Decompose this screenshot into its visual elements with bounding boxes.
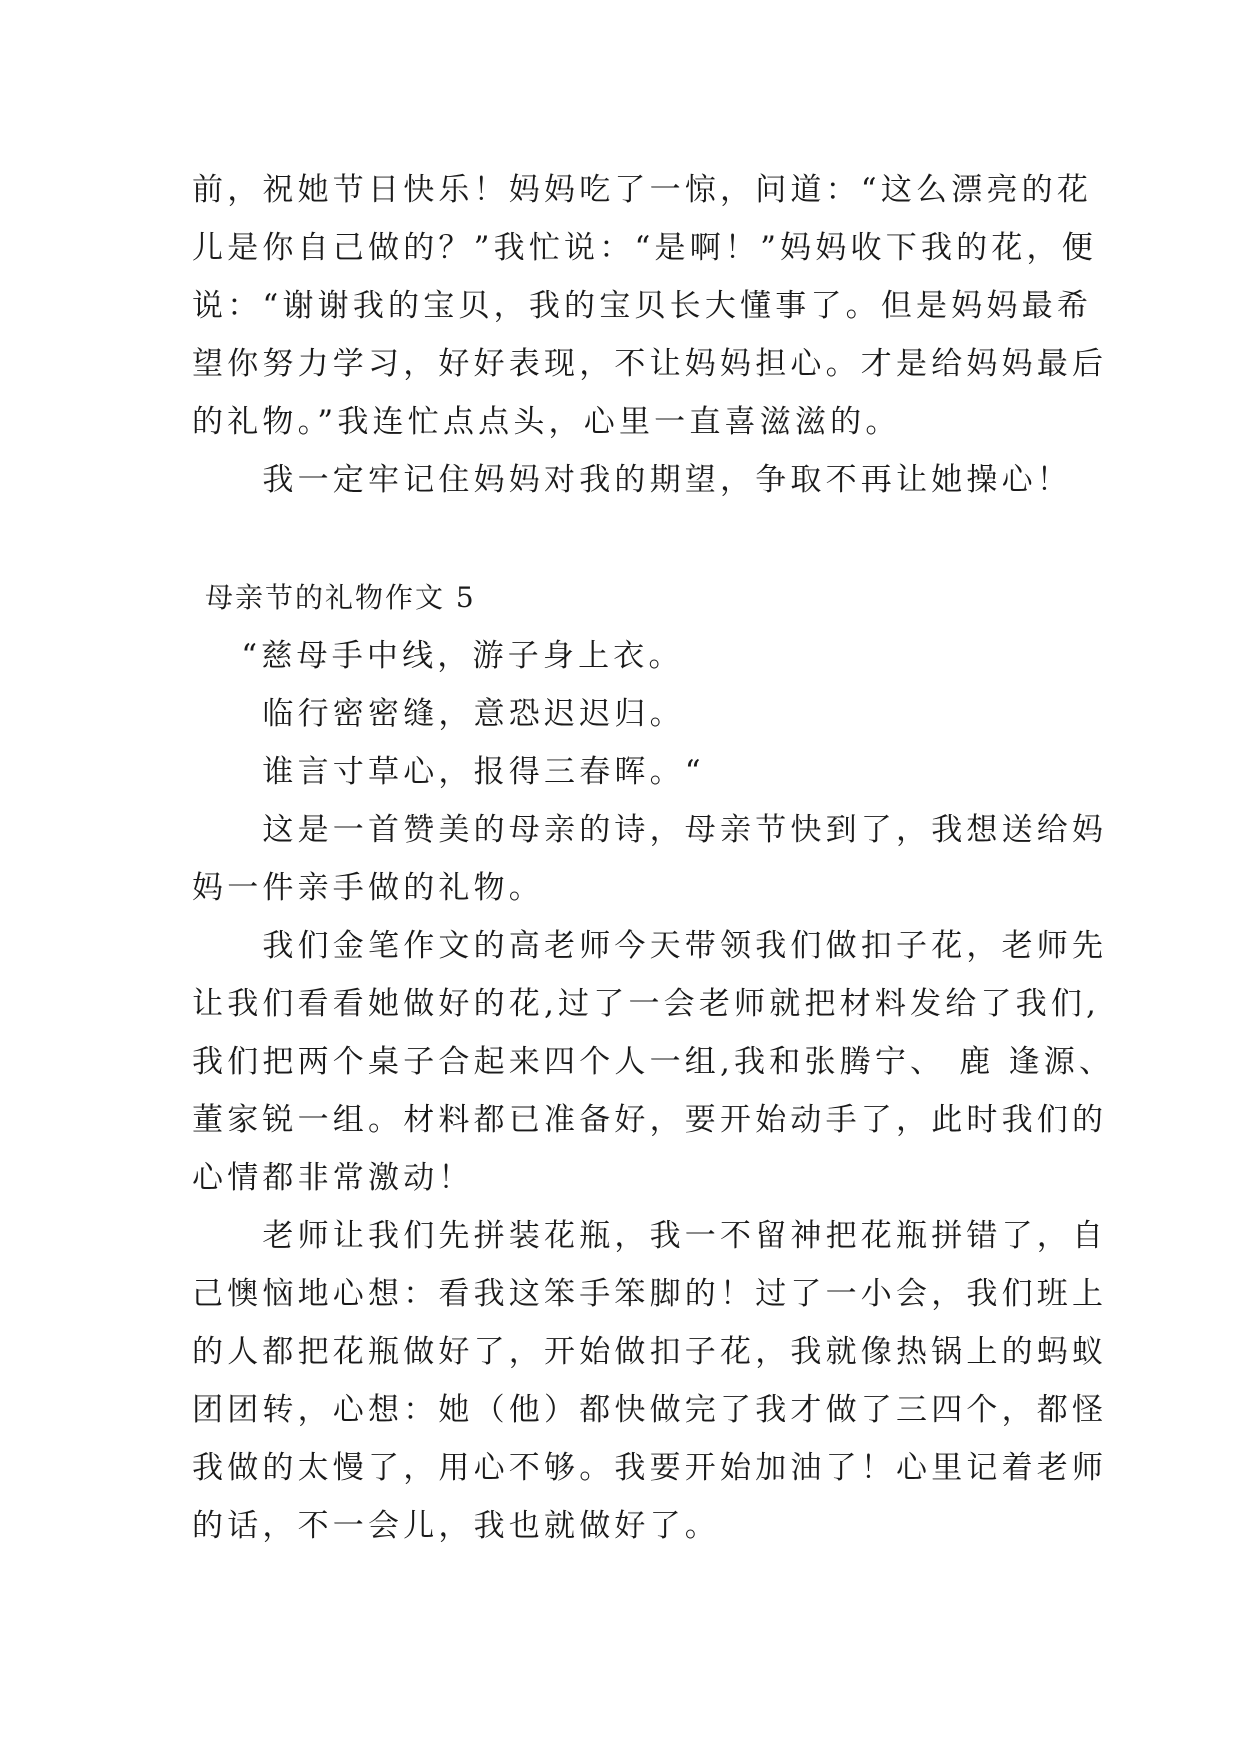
essay-title: 母亲节的礼物作文 5 (205, 581, 476, 614)
paragraph-line: 董家锐一组。材料都已准备好，要开始动手了，此时我们的 (192, 1102, 1108, 1138)
paragraph-line: 己懊恼地心想：看我这笨手笨脚的！过了一小会，我们班上 (192, 1276, 1108, 1312)
poem-line: 谁言寸草心，报得三春晖。“ (192, 754, 705, 790)
paragraph-line: 望你努力学习，好好表现，不让妈妈担心。才是给妈妈最后 (192, 346, 1108, 382)
paragraph-line: 这是一首赞美的母亲的诗，母亲节快到了，我想送给妈 (192, 812, 1108, 848)
paragraph-line: 儿是你自己做的？”我忙说：“是啊！”妈妈收下我的花，便 (192, 230, 1097, 266)
poem-line: 临行密密缝，意恐迟迟归。 (192, 696, 685, 732)
paragraph-line: 让我们看看她做好的花,过了一会老师就把材料发给了我们, (192, 986, 1101, 1022)
paragraph-line: 团团转，心想：她（他）都快做完了我才做了三四个，都怪 (192, 1392, 1108, 1428)
paragraph-line: 我做的太慢了，用心不够。我要开始加油了！心里记着老师 (192, 1450, 1108, 1486)
paragraph-line: 说：“谢谢我的宝贝，我的宝贝长大懂事了。但是妈妈最希 (192, 288, 1093, 324)
paragraph-line: 心情都非常激动！ (192, 1160, 474, 1196)
paragraph-line: 的人都把花瓶做好了，开始做扣子花，我就像热锅上的蚂蚁 (192, 1334, 1108, 1370)
paragraph-line: 妈一件亲手做的礼物。 (192, 870, 544, 906)
paragraph-line: 我们把两个桌子合起来四个人一组,我和张腾宁、 鹿 逢源、 (192, 1044, 1115, 1080)
paragraph-line: 老师让我们先拼装花瓶，我一不留神把花瓶拼错了，自 (192, 1218, 1108, 1254)
poem-line: “慈母手中线，游子身上衣。 (192, 638, 684, 674)
paragraph-line: 我一定牢记住妈妈对我的期望，争取不再让她操心！ (192, 462, 1072, 498)
paragraph-line: 前，祝她节日快乐！妈妈吃了一惊，问道：“这么漂亮的花 (192, 172, 1093, 208)
paragraph-line: 我们金笔作文的高老师今天带领我们做扣子花，老师先 (192, 928, 1108, 964)
paragraph-line: 的话，不一会儿，我也就做好了。 (192, 1508, 720, 1544)
paragraph-line: 的礼物。”我连忙点点头，心里一直喜滋滋的。 (192, 404, 901, 440)
